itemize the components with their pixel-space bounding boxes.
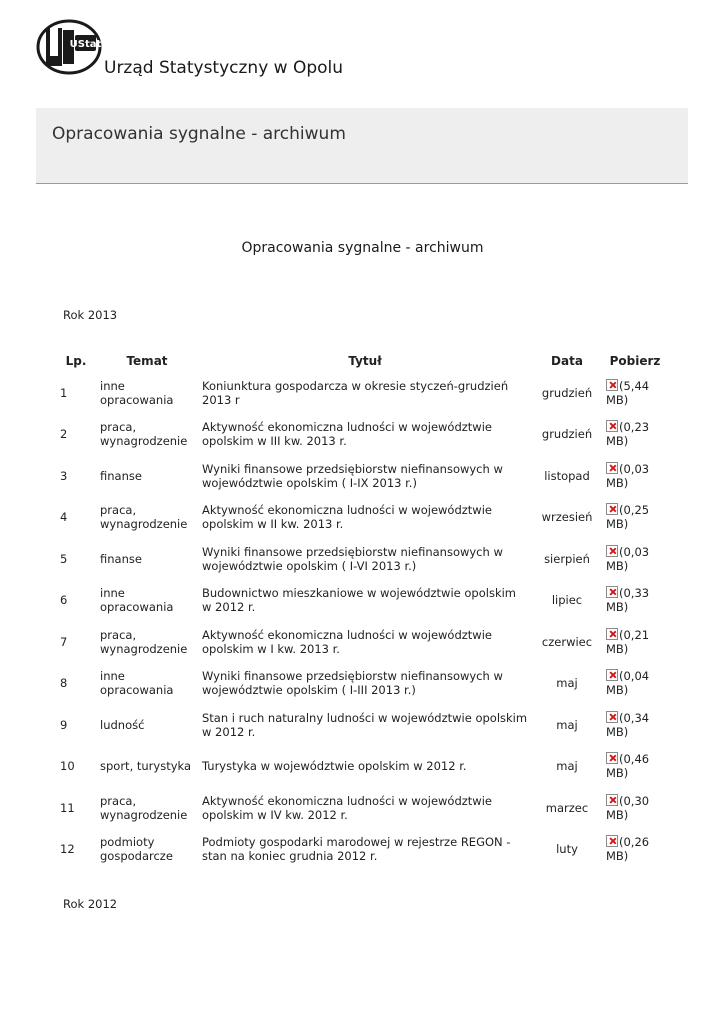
broken-image-icon <box>606 462 618 474</box>
download-size: (0,23 MB) <box>606 420 650 449</box>
row-topic: inne opracowania <box>100 586 174 615</box>
ustat-logo[interactable] <box>36 19 102 75</box>
row-title: Turystyka w województwie opolskim w 2012 r. <box>202 759 467 774</box>
download-size: (0,03 MB) <box>606 461 650 490</box>
table-header-row <box>56 350 668 372</box>
row-date: luty <box>556 842 578 857</box>
download-link[interactable] <box>606 545 664 573</box>
row-date: maj <box>556 676 578 691</box>
broken-image-icon <box>606 711 618 723</box>
download-size: (0,21 MB) <box>606 627 650 656</box>
table-row <box>56 746 668 788</box>
table-row <box>56 663 668 705</box>
row-title: Aktywność ekonomiczna ludności w województwie opolskim w IV kw. 2012 r. <box>202 793 492 822</box>
row-number: 5 <box>60 551 68 566</box>
logo-text: UStat <box>69 39 102 50</box>
broken-image-icon <box>606 503 618 515</box>
download-link[interactable] <box>606 835 664 863</box>
row-download <box>602 704 668 746</box>
site-title: Urząd Statystyczny w Opolu <box>104 58 344 78</box>
table-row <box>56 787 668 829</box>
broken-image-icon <box>606 545 618 557</box>
row-topic: inne opracowania <box>100 669 174 698</box>
row-date: lipiec <box>551 593 583 608</box>
download-link[interactable] <box>606 462 664 490</box>
download-link[interactable] <box>606 586 664 614</box>
row-download <box>602 829 668 871</box>
table-row <box>56 414 668 456</box>
table-row <box>56 580 668 622</box>
row-topic: finanse <box>100 468 142 483</box>
broken-image-icon <box>606 669 618 681</box>
row-title: Wyniki finansowe przedsiębiorstw niefinansowych w województwie opolskim ( I-VI 2013 r.) <box>202 544 503 573</box>
table-row <box>56 372 668 414</box>
row-title: Aktywność ekonomiczna ludności w województwie opolskim w I kw. 2013 r. <box>202 627 492 656</box>
download-size: (0,26 MB) <box>606 835 650 864</box>
broken-image-icon <box>606 794 618 806</box>
row-topic: praca, wynagrodzenie <box>100 503 188 532</box>
row-date: sierpień <box>544 551 590 566</box>
row-number: 9 <box>60 717 68 732</box>
row-title: Wyniki finansowe przedsiębiorstw niefinansowych w województwie opolskim ( I-III 2013 r.) <box>202 669 503 698</box>
row-date: czerwiec <box>541 634 593 649</box>
row-download <box>602 414 668 456</box>
row-title: Wyniki finansowe przedsiębiorstw niefinansowych w województwie opolskim ( I-IX 2013 r.) <box>202 461 503 490</box>
row-download <box>602 663 668 705</box>
row-title: Aktywność ekonomiczna ludności w województwie opolskim w III kw. 2013 r. <box>202 420 492 449</box>
table-row <box>56 704 668 746</box>
broken-image-icon <box>606 835 618 847</box>
row-number: 2 <box>60 427 68 442</box>
row-title: Budownictwo mieszkaniowe w województwie opolskim w 2012 r. <box>202 586 516 615</box>
year-heading-2013: Rok 2013 <box>63 308 118 322</box>
page-banner <box>36 108 688 184</box>
row-number: 11 <box>60 800 75 815</box>
table-row <box>56 455 668 497</box>
download-link[interactable] <box>606 503 664 531</box>
download-size: (5,44 MB) <box>606 378 650 407</box>
page-title: Opracowania sygnalne - archiwum <box>241 240 484 256</box>
row-download <box>602 787 668 829</box>
broken-image-icon <box>606 752 618 764</box>
row-topic: praca, wynagrodzenie <box>100 793 188 822</box>
row-date: listopad <box>544 468 590 483</box>
row-number: 6 <box>60 593 68 608</box>
ustat-logo-icon <box>36 19 102 75</box>
column-header-data: Data <box>551 354 583 368</box>
row-topic: podmioty gospodarcze <box>100 835 173 864</box>
download-link[interactable] <box>606 669 664 697</box>
row-download <box>602 497 668 539</box>
row-number: 4 <box>60 510 68 525</box>
row-topic: sport, turystyka <box>100 759 192 774</box>
row-topic: inne opracowania <box>100 378 174 407</box>
row-date: wrzesień <box>541 510 593 525</box>
row-number: 10 <box>60 759 75 774</box>
row-date: marzec <box>545 800 589 815</box>
row-number: 7 <box>60 634 68 649</box>
row-download <box>602 621 668 663</box>
row-number: 1 <box>60 385 68 400</box>
row-number: 8 <box>60 676 68 691</box>
download-size: (0,03 MB) <box>606 544 650 573</box>
download-link[interactable] <box>606 379 664 407</box>
column-header-pobierz: Pobierz <box>609 354 661 368</box>
row-number: 12 <box>60 842 75 857</box>
row-date: maj <box>556 717 578 732</box>
download-size: (0,30 MB) <box>606 793 650 822</box>
row-download <box>602 538 668 580</box>
row-topic: praca, wynagrodzenie <box>100 627 188 656</box>
row-topic: praca, wynagrodzenie <box>100 420 188 449</box>
row-title: Stan i ruch naturalny ludności w województwie opolskim w 2012 r. <box>202 710 528 739</box>
row-date: grudzień <box>541 427 593 442</box>
row-title: Koniunktura gospodarcza w okresie styczeń-grudzień 2013 r <box>202 378 509 407</box>
download-link[interactable] <box>606 752 664 780</box>
broken-image-icon <box>606 379 618 391</box>
row-topic: finanse <box>100 551 142 566</box>
row-title: Podmioty gospodarki marodowej w rejestrze REGON - stan na koniec grudnia 2012 r. <box>202 835 511 864</box>
column-header-lp: Lp. <box>65 354 87 368</box>
row-date: grudzień <box>541 385 593 400</box>
download-size: (0,25 MB) <box>606 503 650 532</box>
year-heading-2012: Rok 2012 <box>63 897 118 911</box>
download-size: (0,33 MB) <box>606 586 650 615</box>
download-size: (0,46 MB) <box>606 752 650 781</box>
row-number: 3 <box>60 468 68 483</box>
row-title: Aktywność ekonomiczna ludności w województwie opolskim w II kw. 2013 r. <box>202 503 492 532</box>
broken-image-icon <box>606 628 618 640</box>
reports-table <box>56 350 668 870</box>
row-download <box>602 372 668 414</box>
row-download <box>602 746 668 788</box>
column-header-temat: Temat <box>126 354 168 368</box>
table-row <box>56 538 668 580</box>
row-download <box>602 580 668 622</box>
row-date: maj <box>556 759 578 774</box>
download-link[interactable] <box>606 628 664 656</box>
banner-title: Opracowania sygnalne - archiwum <box>52 124 346 144</box>
table-row <box>56 621 668 663</box>
column-header-tytul: Tytuł <box>348 354 382 368</box>
download-link[interactable] <box>606 711 664 739</box>
download-link[interactable] <box>606 794 664 822</box>
row-download <box>602 455 668 497</box>
download-link[interactable] <box>606 420 664 448</box>
download-size: (0,04 MB) <box>606 669 650 698</box>
table-row <box>56 829 668 871</box>
download-size: (0,34 MB) <box>606 710 650 739</box>
broken-image-icon <box>606 420 618 432</box>
row-topic: ludność <box>100 717 145 732</box>
broken-image-icon <box>606 586 618 598</box>
table-row <box>56 497 668 539</box>
